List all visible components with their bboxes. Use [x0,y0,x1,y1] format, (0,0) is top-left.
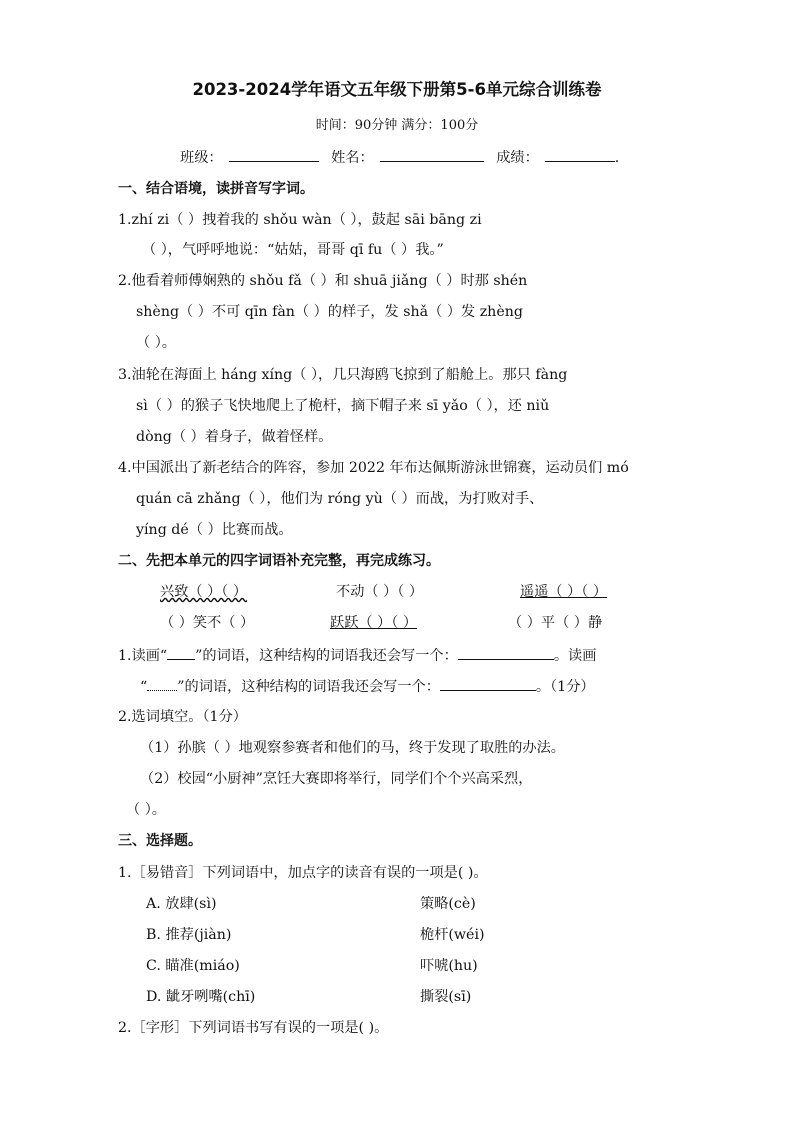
s2-q1-l2-text-a: “ [140,679,148,695]
s1-q2-line3: （ ）。 [136,335,176,351]
s2-q1-line2 [140,676,595,697]
s3-q1-option-b-left: B. 推荐(jiàn) [146,927,232,943]
s3-q1-option-a-left: A. 放肆(sì) [146,896,217,912]
s2-q2-line2: （1）孙膑（ ）地观察参赛者和他们的马，终于发现了取胜的办法。 [140,740,565,756]
s3-q1-option-b-right: 桅杆(wéi) [420,927,485,943]
s1-q2-line1: 2.他看着师傅娴熟的 shǒu fǎ（ ）和 shuā jiǎng（ ）时那 shén [118,273,528,289]
name-blank[interactable] [380,147,484,162]
s3-q1-option-c-left: C. 瞄准(miáo) [146,958,240,974]
s2-q1-line1 [118,645,596,666]
s2-q2-line1: 2.选词填空。（1分） [118,709,247,725]
s2-q1-l2-text-b: ”的词语，这种结构的词语我还会写一个： [177,679,440,695]
time-score-info: 时间：90分钟 满分：100分 [315,118,479,133]
idiom-row2-a: （ ）笑不（ ） [160,615,255,631]
straight-underline-sample [167,645,195,660]
s3-q1-stem: 1.［易错音］下列词语中，加点字的读音有误的一项是( )。 [118,865,488,881]
class-blank[interactable] [229,147,319,162]
s2-q1-l1-text-b: ”的词语，这种结构的词语我还会写一个： [195,648,458,664]
s1-q2-line2: shèng（ ）不可 qīn fàn（ ）的样子，发 shǎ（ ）发 zhèng [136,304,523,320]
s2-q2-line3: （2）校园“小厨神”烹饪大赛即将举行，同学们个个兴高采烈， [140,771,533,787]
s1-q4-line2: quán cā zhǎng（ ），他们为 róng yù（ ）而战，为打败对手、 [136,491,544,507]
s1-q3-line2: sì（ ）的猴子飞快地爬上了桅杆，摘下帽子来 sī yǎo（ ），还 niǔ [136,398,550,414]
s1-q1-line1: 1.zhí zi（ ）拽着我的 shǒu wàn（ ），鼓起 sāi bāng zi [118,212,482,228]
student-info-row [180,147,619,168]
score-label: 成绩： [496,150,539,166]
section-2-heading: 二、先把本单元的四字词语补充完整，再完成练习。 [118,553,440,569]
s2-q1-answer-blank-2[interactable] [440,676,536,691]
section-1-heading: 一、结合语境，读拼音写字词。 [118,181,314,197]
s1-q4-line1: 4.中国派出了新老结合的阵容，参加 2022 年布达佩斯游泳世锦赛，运动员们 mó [118,460,629,476]
s2-q1-answer-blank-1[interactable] [458,645,554,660]
name-label: 姓名： [331,150,374,166]
section-3-heading: 三、选择题。 [118,833,202,849]
class-label: 班级： [180,150,223,166]
s2-q1-l1-text-a: 1.读画“ [118,648,168,664]
idiom-row2-c: （ ）平（ ）静 [508,615,603,631]
s3-q1-option-d-left: D. 龇牙咧嘴(chī) [146,989,256,1005]
s1-q3-line3: dòng（ ）着身子，做着怪样。 [136,429,333,445]
s3-q1-option-a-right: 策略(cè) [420,896,476,912]
idiom-row1-c: 遥遥（ ）（ ） [520,584,608,600]
score-blank[interactable] [545,147,615,162]
s3-q2-stem: 2.［字形］下列词语书写有误的一项是( )。 [118,1020,389,1036]
s1-q3-line1: 3.油轮在海面上 háng xíng（ ），几只海鸥飞掠到了船舱上。那只 fàng [118,367,568,383]
s2-q1-l1-text-c: 。读画 [553,648,597,664]
s3-q1-option-d-right: 撕裂(sī) [420,989,472,1005]
idiom-row1-a: 兴致（ ）（ ） [160,584,248,600]
idiom-row1-b: 不动（ ）（ ） [336,584,424,600]
wavy-underline-sample [147,676,177,691]
exam-title: 2023-2024学年语文五年级下册第5-6单元综合训练卷 [192,80,602,99]
s2-q2-line4: （ ）。 [126,802,166,818]
s3-q1-option-c-right: 吓唬(hu) [420,958,478,974]
s1-q1-line2: （ ），气呼呼地说：“姑姑，哥哥 qī fu（ ）我。” [142,242,444,258]
idiom-row2-b: 跃跃（ ）（ ） [330,615,418,631]
score-end: . [614,150,620,166]
s2-q1-l2-text-c: 。（1分） [535,679,595,695]
s1-q4-line3: yíng dé（ ）比赛而战。 [136,522,293,538]
